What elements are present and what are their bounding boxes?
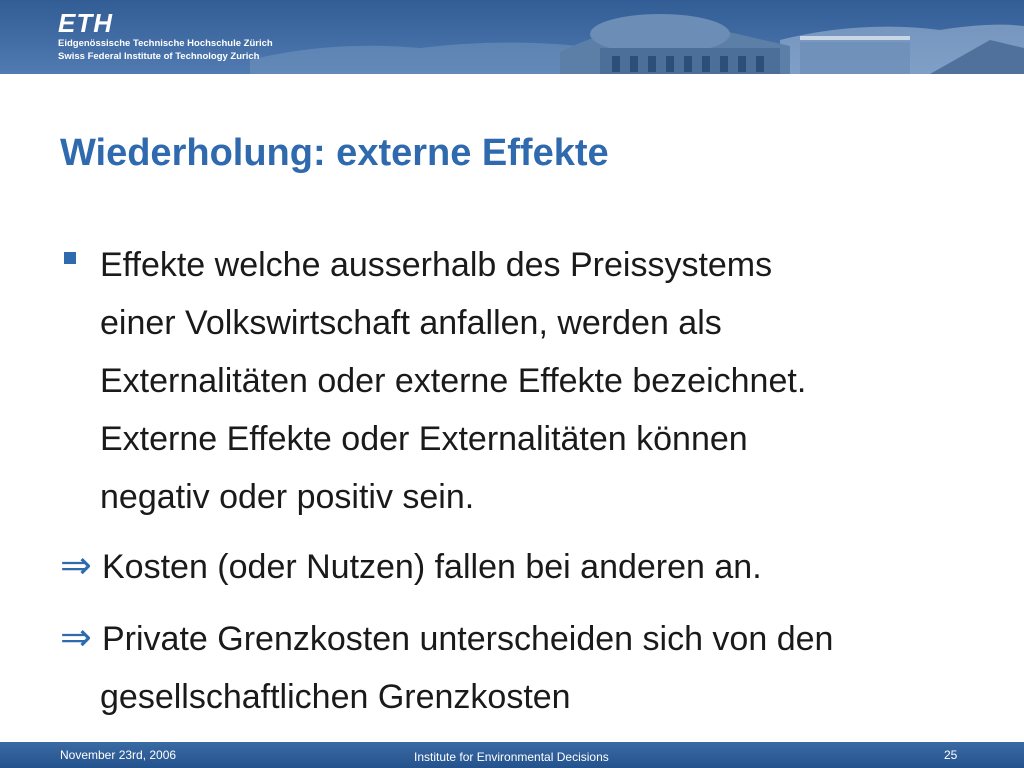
implication-text: Kosten (oder Nutzen) fallen bei anderen an. <box>102 548 762 586</box>
bullet-line: Externe Effekte oder Externalitäten können <box>100 420 748 458</box>
bullet-line: Externalitäten oder externe Effekte bezeichnet. <box>100 362 807 400</box>
header-banner <box>0 0 1024 74</box>
footer-bar <box>0 742 1024 768</box>
page-number: 25 <box>944 748 958 762</box>
footer-date: November 23rd, 2006 <box>60 748 177 762</box>
slide-title: Wiederholung: externe Effekte <box>60 132 609 174</box>
square-bullet-icon <box>64 252 76 264</box>
implication-item <box>60 536 980 596</box>
logo-line-1: Eidgenössische Technische Hochschule Zürich <box>58 38 273 49</box>
banner-photo <box>0 0 1024 74</box>
implies-arrow-icon: ⇒ <box>60 615 92 659</box>
eth-logo: ETH <box>58 8 113 38</box>
footer-institute: Institute for Environmental Decisions <box>414 750 609 764</box>
logo-line-2: Swiss Federal Institute of Technology Zurich <box>58 51 260 62</box>
bullet-line: Effekte welche ausserhalb des Preissystems <box>100 246 773 284</box>
slide-body <box>60 236 980 726</box>
implies-arrow-icon: ⇒ <box>60 543 92 587</box>
implication-text: Private Grenzkosten unterscheiden sich von den <box>102 620 834 658</box>
bullet-line: einer Volkswirtschaft anfallen, werden als <box>100 304 722 342</box>
implication-text-continued: gesellschaftlichen Grenzkosten <box>100 678 571 716</box>
bullet-item <box>60 236 980 526</box>
implication-item <box>60 608 980 726</box>
bullet-line: negativ oder positiv sein. <box>100 478 475 516</box>
